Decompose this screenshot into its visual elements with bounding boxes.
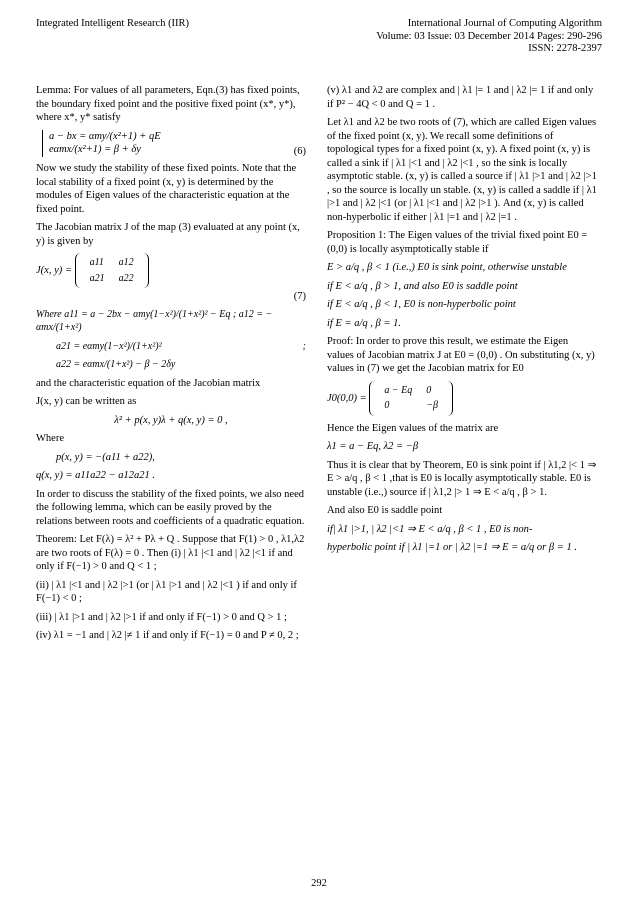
a11-a12-def: Where a11 = a − 2bx − αmy(1−x²)/(1+x²)² − Eq ; a12 = − αmx/(1+x²) bbox=[36, 308, 273, 333]
lemma-intro: Lemma: For values of all parameters, Eqn.(3) has fixed points, the boundary fixed point and the positive fixed point (x*, y*), where x*, y* satisfy bbox=[36, 85, 300, 123]
char-eq-j: J(x, y) can be written as bbox=[36, 396, 137, 407]
jacobian-j0: J0(0,0) = a − Eq 0 0 −β bbox=[327, 381, 597, 416]
char-eq-intro: and the characteristic equation of the Jacobian matrix bbox=[36, 377, 261, 389]
system-eq1: a − bx = αmy/(x²+1) + qE bbox=[49, 130, 161, 142]
prop-cond1: E > a/q , β < 1 (i.e.,) E0 is sink point, otherwise unstable bbox=[327, 262, 567, 273]
discuss-text: In order to discuss the stability of the fixed points, we also need the following lemma, which can be easily proved by the relations between roots and coefficients of a quadratic equation. bbox=[36, 488, 305, 527]
theorem-ii: (ii) | λ1 |<1 and | λ2 |>1 (or | λ1 |>1 and | λ2 |<1 ) if and only if F(−1) < 0 ; bbox=[36, 579, 297, 604]
a21-def: a21 = eαmy(1−x²)/(1+x²)² ; bbox=[56, 340, 306, 352]
matrix-j0: a − Eq 0 0 −β bbox=[369, 381, 453, 416]
proof-text: Proof: In order to prove this result, we estimate the Eigen values of Jacobian matrix J at E0 = (0,0) . On substituting (x, y) values in (7) we get the Jacobian matrix for E0 bbox=[327, 336, 595, 374]
header-right bbox=[372, 18, 602, 56]
prop-cond3: if E < a/q , β < 1, E0 is non-hyperbolic point bbox=[327, 299, 516, 310]
eigen-values: λ1 = a − Eq, λ2 = −β bbox=[327, 441, 419, 452]
header-left: Integrated Intelligent Research (IIR) bbox=[36, 18, 190, 29]
thus-text: Thus it is clear that by Theorem, E0 is sink point if | λ1,2 |< 1 ⇒ E > a/q , β < 1 ,that is E0 is locally asymptotically stable. E0 is unstable (i.e.,) source if | λ1,2 |> 1 ⇒ E < a/q , β > 1. bbox=[327, 459, 597, 498]
q-def: q(x, y) = a11a22 − a12a21 . bbox=[36, 470, 155, 481]
right-column bbox=[327, 84, 597, 560]
journal-volume: Volume: 03 Issue: 03 December 2014 Pages: 290-296 bbox=[376, 30, 602, 42]
stability-text: Now we study the stability of these fixed points. Note that the local stability of a fixed point (x, y) is determined by the modules of Eigen values of the characteristic equation at the fixed point. bbox=[36, 163, 297, 215]
a22-def: a22 = eαmx/(1+x²) − β − 2δy bbox=[56, 359, 176, 370]
prop-cond4: if E = a/q , β = 1. bbox=[327, 317, 401, 329]
theorem: Theorem: Let F(λ) = λ² + Pλ + Q . Suppose that F(1) > 0 , λ1,λ2 are two roots of F(λ) = 0 . Then (i) | λ1 |<1 and | λ2 |<1 if and only if F(−1) > 0 and Q < 1 ; bbox=[36, 534, 305, 572]
eq7-label: (7) bbox=[293, 291, 306, 302]
definitions: Let λ1 and λ2 be two roots of (7), which are called Eigen values of the fixed point (x, y). We recall some definitions of topological types for a fixed point (x, y). A fixed point (x, y) is called a sink if | λ1 |<1 and | λ2 |<1 , so the sink is locally asymptotic stable. (x, y) is called a source if | λ1 |>1 and | λ2 |>1 , so the source is locally un stable. (x, y) is called a saddle if | λ1 |>1 and | λ2 |<1 (or | λ1 |<1 and | λ2 |>1 ). And (x, y) is called non-hyperbolic if either | λ1 |=1 and | λ2 |=1 . bbox=[327, 117, 597, 223]
theorem-v: (v) λ1 and λ2 are complex and | λ1 |= 1 and | λ2 |= 1 if and only if P² − 4Q < 0 and Q = 1 . bbox=[327, 85, 594, 110]
journal-name: International Journal of Computing Algorithm bbox=[407, 18, 602, 29]
eigen-intro: Hence the Eigen values of the matrix are bbox=[327, 422, 499, 434]
saddle-text: And also E0 is saddle point bbox=[327, 505, 443, 516]
theorem-iii: (iii) | λ1 |>1 and | λ2 |>1 if and only if F(−1) > 0 and Q > 1 ; bbox=[36, 611, 287, 623]
jacobian-intro: The Jacobian matrix J of the map (3) evaluated at any point (x, y) is given by bbox=[36, 222, 300, 247]
char-eq: λ² + p(x, y)λ + q(x, y) = 0 , bbox=[114, 414, 228, 426]
prop-cond2: if E < a/q , β > 1, and also E0 is saddle point bbox=[327, 280, 518, 292]
eq6-label: (6) bbox=[293, 145, 306, 157]
p-def: p(x, y) = −(a11 + a22), bbox=[56, 451, 155, 463]
matrix-j: a11 a12 a21 a22 bbox=[75, 253, 149, 288]
theorem-iv: (iv) λ1 = −1 and | λ2 |≠ 1 if and only if F(−1) = 0 and P ≠ 0, 2 ; bbox=[36, 630, 299, 641]
system-eq2: eαmx/(x²+1) = β + δy bbox=[49, 144, 141, 155]
left-column bbox=[36, 84, 306, 648]
journal-issn: ISSN: 2278-2397 bbox=[528, 43, 602, 54]
saddle-cond: if| λ1 |>1, | λ2 |<1 ⇒ E < a/q , β < 1 , E0 is non- bbox=[327, 523, 533, 535]
where2: Where bbox=[36, 433, 64, 444]
nonhyperbolic-cond: hyperbolic point if | λ1 |=1 or | λ2 |=1 ⇒ E = a/q or β = 1 . bbox=[327, 542, 577, 553]
jacobian-matrix: J(x, y) = a11 a12 a21 a22 bbox=[36, 253, 306, 288]
proposition: Proposition 1: The Eigen values of the trivial fixed point E0 = (0,0) is locally asymptotically stable if bbox=[327, 230, 588, 255]
page-number: 292 bbox=[311, 878, 327, 889]
